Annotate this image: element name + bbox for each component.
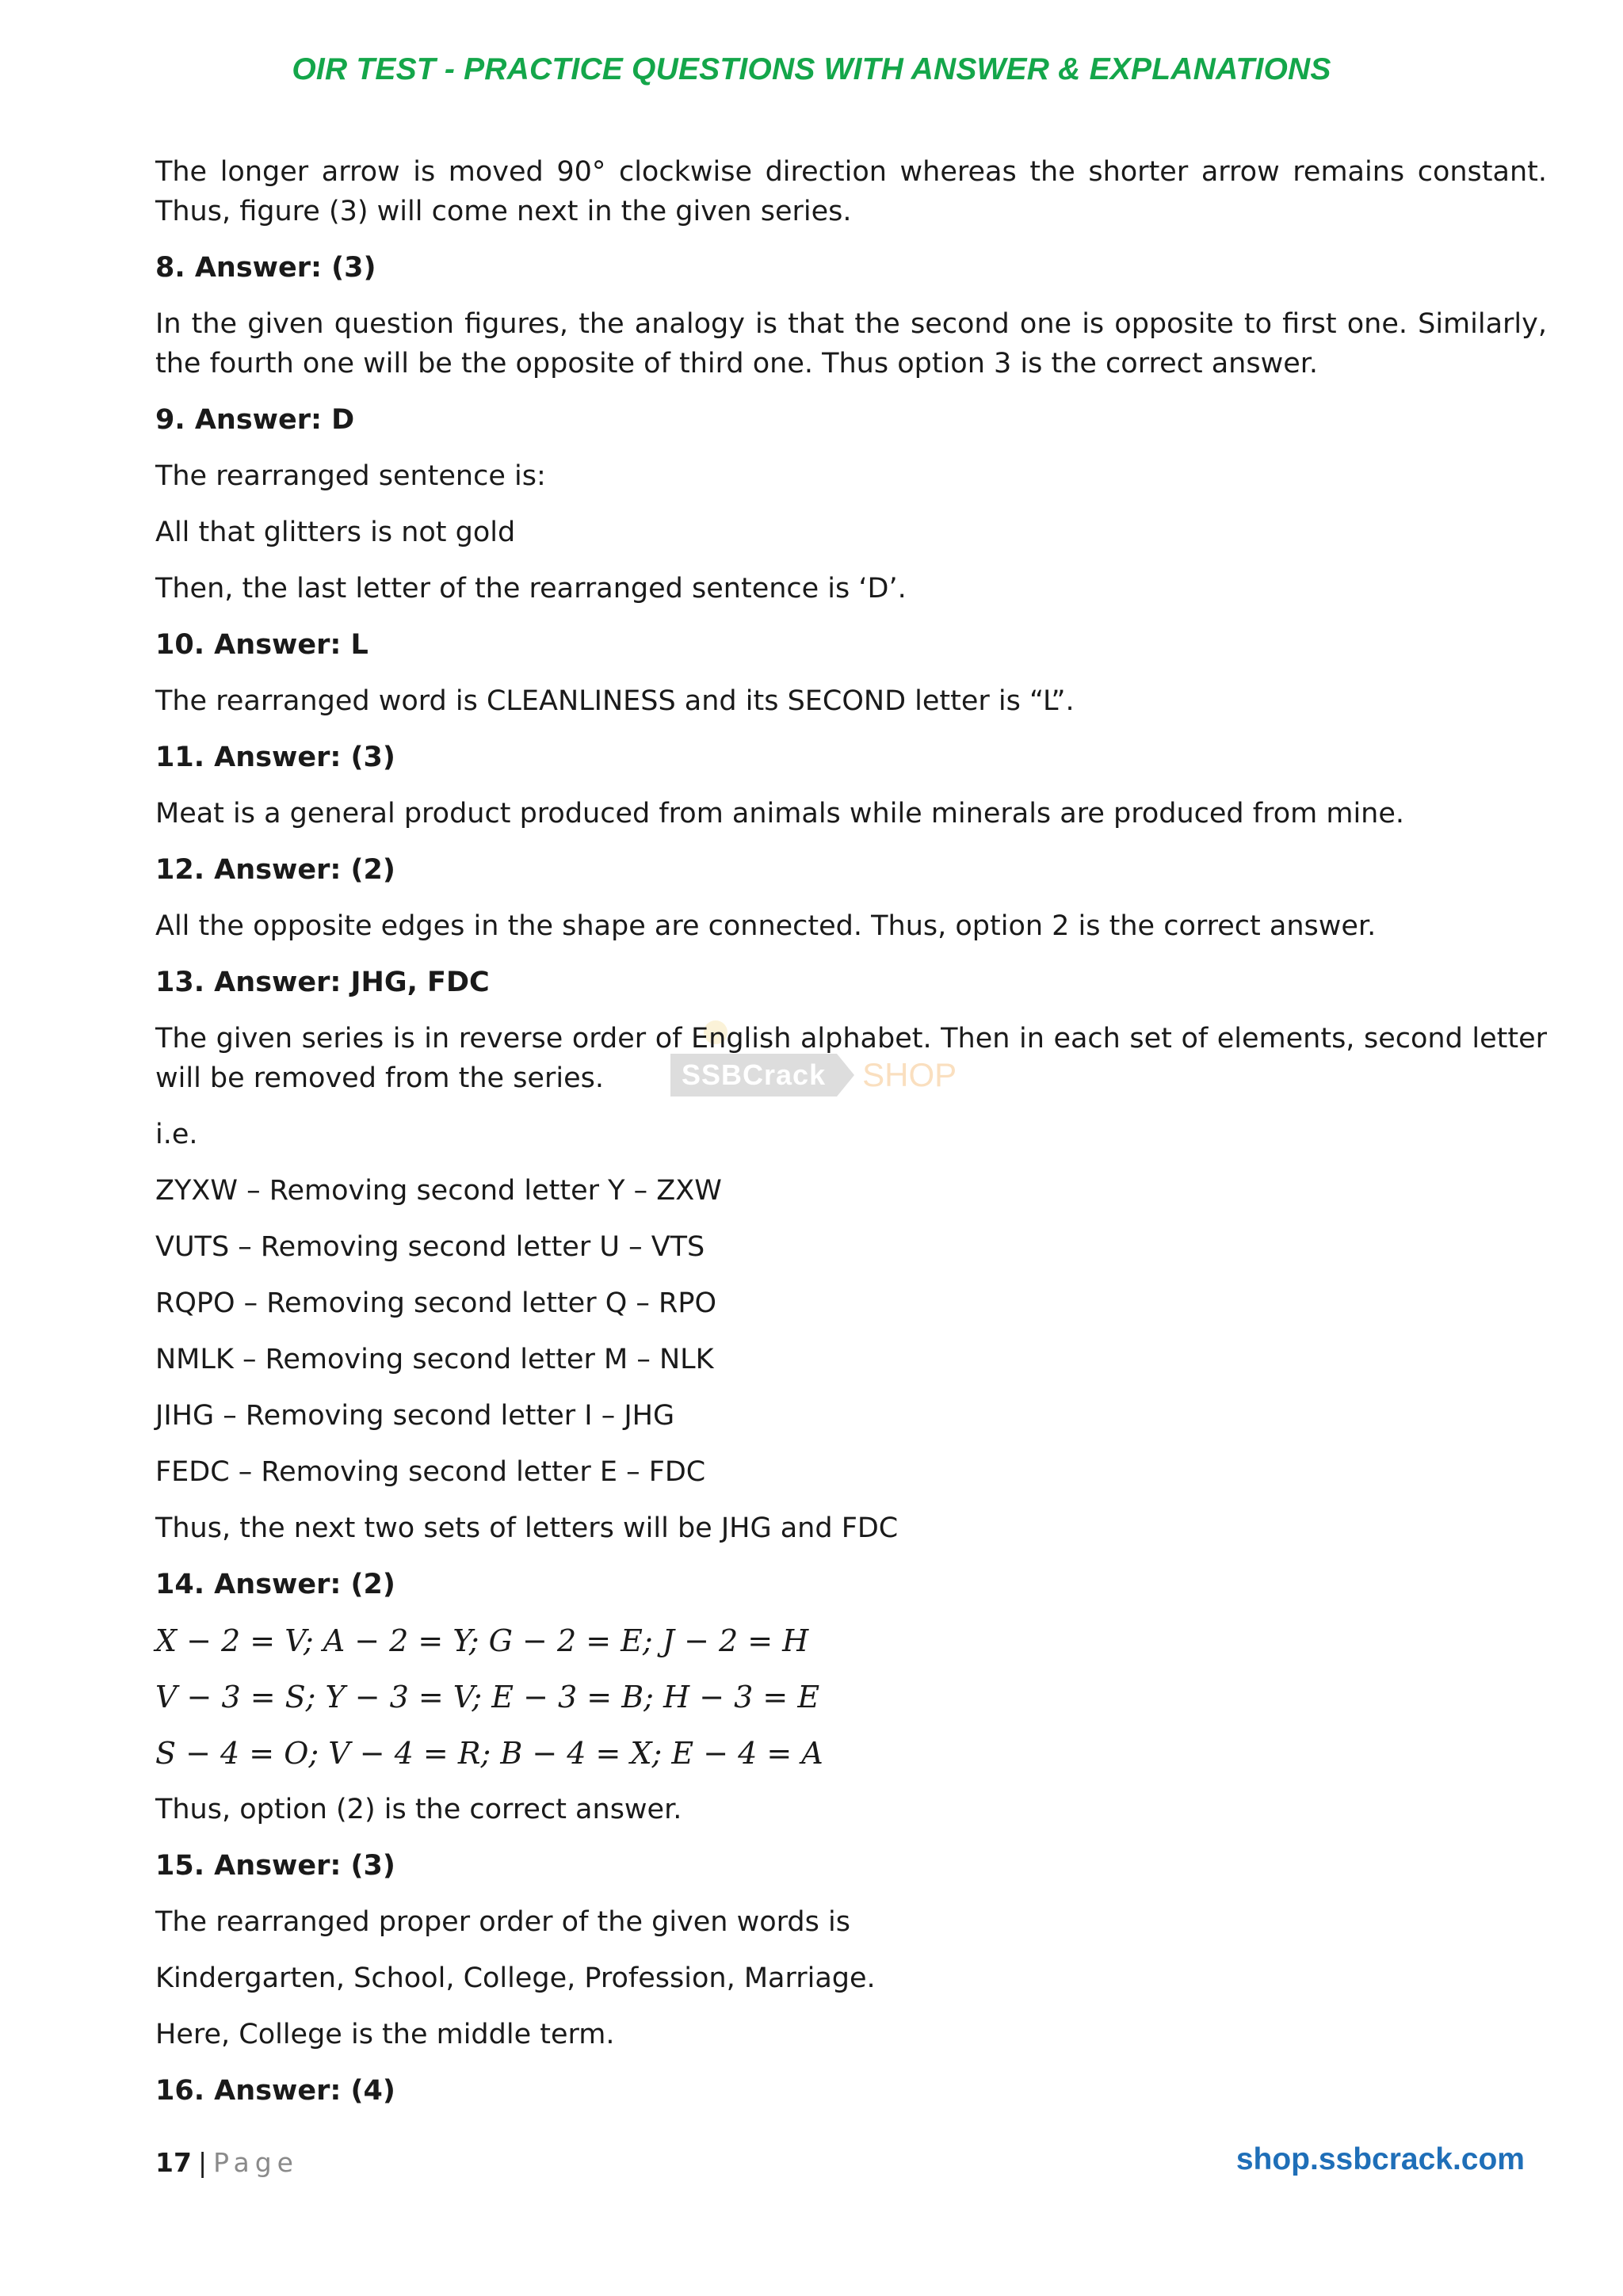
paragraph-q13-conclusion: Thus, the next two sets of letters will be JHG and FDC: [155, 1512, 899, 1544]
answer-heading-15: 15. Answer: (3): [155, 1850, 395, 1882]
paragraph-q11-explanation: Meat is a general product produced from animals while minerals are produced from mine.: [155, 798, 1405, 830]
paragraph-q9-line1: The rearranged sentence is:: [155, 460, 546, 492]
series-line: JIHG – Removing second letter I – JHG: [155, 1400, 675, 1432]
answer-heading-16: 16. Answer: (4): [155, 2075, 395, 2107]
paragraph-q13-ie: i.e.: [155, 1119, 198, 1150]
series-line: NMLK – Removing second letter M – NLK: [155, 1344, 714, 1375]
footer-site-link[interactable]: shop.ssbcrack.com: [1235, 2142, 1525, 2176]
answer-heading-9: 9. Answer: D: [155, 404, 355, 436]
math-equation-line: X − 2 = V; A − 2 = Y; G − 2 = E; J − 2 = H: [155, 1623, 809, 1658]
watermark-brand: SSBCrack: [670, 1054, 837, 1097]
paragraph-q9-line3: Then, the last letter of the rearranged sentence is ‘D’.: [155, 573, 907, 605]
math-equation-line: V − 3 = S; Y − 3 = V; E − 3 = B; H − 3 = E: [155, 1680, 820, 1714]
paragraph-q13-explanation: The given series is in reverse order of English alphabet. Then in each set of elements, second letter will be removed from the series.: [155, 1023, 1547, 1094]
watermark-shop: SHOP: [862, 1056, 957, 1093]
paragraph-q9-line2: All that glitters is not gold: [155, 517, 516, 548]
page-footer-number: [155, 2147, 299, 2178]
paragraph-q10-explanation: The rearranged word is CLEANLINESS and its SECOND letter is “L”.: [155, 685, 1075, 717]
paragraph-q12-explanation: All the opposite edges in the shape are connected. Thus, option 2 is the correct answer.: [155, 910, 1377, 942]
math-equation-line: S − 4 = O; V − 4 = R; B − 4 = X; E − 4 = A: [155, 1736, 823, 1771]
answer-heading-10: 10. Answer: L: [155, 629, 369, 661]
series-line: ZYXW – Removing second letter Y – ZXW: [155, 1175, 722, 1207]
series-line: RQPO – Removing second letter Q – RPO: [155, 1287, 716, 1319]
paragraph-q14-conclusion: Thus, option (2) is the correct answer.: [155, 1794, 682, 1825]
answer-heading-11: 11. Answer: (3): [155, 742, 395, 773]
paragraph-q7-explanation: The longer arrow is moved 90° clockwise direction whereas the shorter arrow remains constant. Thus, figure (3) will come next in the given series.: [155, 156, 1547, 227]
series-line: VUTS – Removing second letter U – VTS: [155, 1231, 705, 1263]
answer-heading-8: 8. Answer: (3): [155, 252, 376, 284]
answer-heading-14: 14. Answer: (2): [155, 1569, 395, 1600]
paragraph-q15-line2: Kindergarten, School, College, Profession, Marriage.: [155, 1962, 876, 1994]
page-header-title: OIR TEST - PRACTICE QUESTIONS WITH ANSWER & EXPLANATIONS: [292, 52, 1331, 86]
page-number: 17: [155, 2147, 192, 2178]
paragraph-q8-explanation: In the given question figures, the analogy is that the second one is opposite to first one. Similarly, the fourth one will be the opposite of third one. Thus option 3 is the correct answer.: [155, 308, 1547, 379]
paragraph-q15-line1: The rearranged proper order of the given words is: [155, 1906, 850, 1938]
answer-heading-12: 12. Answer: (2): [155, 854, 395, 886]
series-line: FEDC – Removing second letter E – FDC: [155, 1456, 706, 1488]
footer-separator: |: [197, 2147, 208, 2178]
document-body: [155, 152, 1547, 2111]
answer-heading-13: 13. Answer: JHG, FDC: [155, 967, 490, 998]
paragraph-q15-line3: Here, College is the middle term.: [155, 2019, 615, 2050]
page-label: Page: [213, 2147, 299, 2178]
